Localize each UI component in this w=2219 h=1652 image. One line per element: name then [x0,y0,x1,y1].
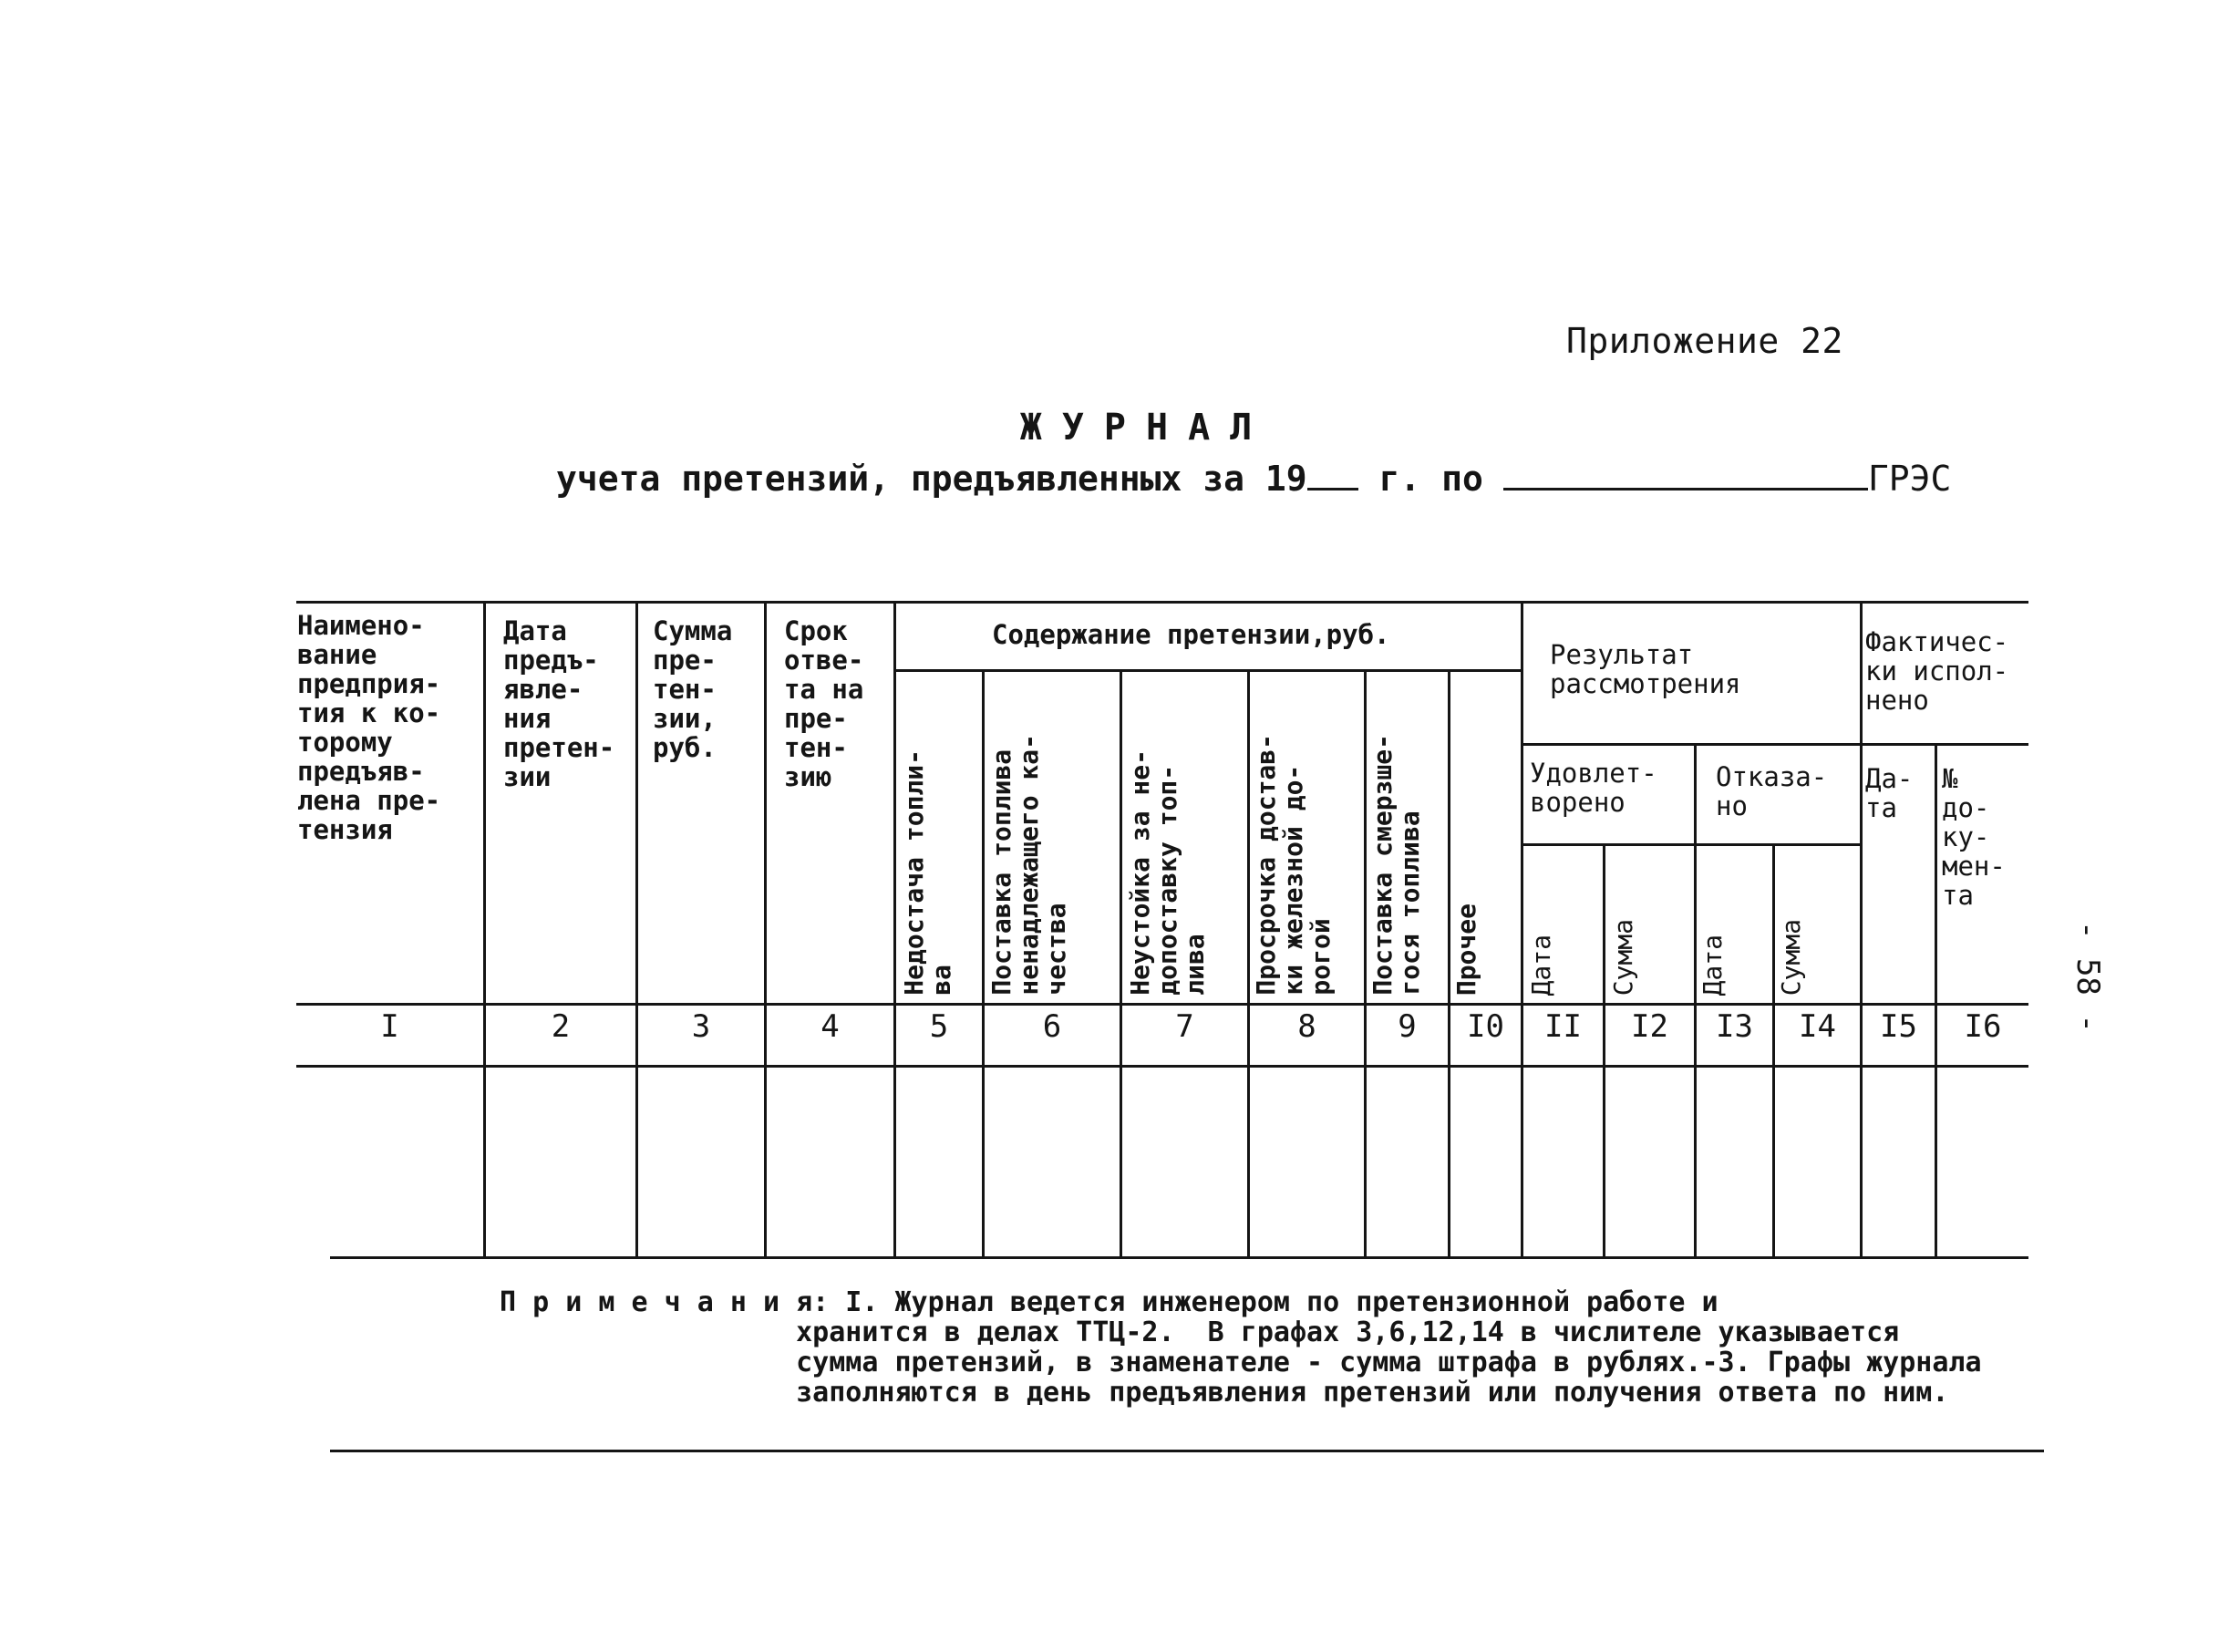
col-rule [483,601,486,1258]
header-content-penalty: Неустойка за не- допоставку топ- лива [1125,749,1210,996]
col-number: 2 [551,1008,571,1045]
col-number: I3 [1716,1008,1753,1045]
col-rule [893,601,896,1258]
col-rule [982,669,985,1258]
col-rule [1120,669,1122,1258]
col-number: I0 [1467,1008,1504,1045]
header-result-refused: Отказа- но [1716,761,1828,821]
header-claim-date: Дата предъ- явле- ния претен- зии [503,615,615,792]
col-rule [635,601,638,1258]
header-claim-sum: Сумма пре- тен- зии, руб. [653,615,733,763]
header-content-other: Прочее [1451,903,1481,996]
numbers-bottom-rule [296,1065,2028,1068]
col-number: 4 [821,1008,840,1045]
journal-title: ЖУРНАЛ [1019,407,1273,449]
header-result-approved: Удовлет- ворено [1530,758,1657,818]
subtitle-plant: ГРЭС [1867,459,1952,499]
header-response-term: Срок отве- та на пре- тен- зию [784,615,864,792]
result-group-rule [1522,743,2028,746]
header-enterprise: Наимено- вание предприя- тия к ко- торому предъяв- лена пре- тензия [297,610,441,845]
appendix-label: Приложение 22 [1566,321,1843,361]
content-group-rule [895,669,1522,672]
col-number: 8 [1297,1008,1316,1045]
col-number: I [380,1008,399,1045]
col-rule [1448,669,1450,1258]
col-rule [1603,843,1605,1258]
col-rule [1521,601,1523,1258]
col-rule [1772,843,1775,1258]
col-number: 6 [1042,1008,1062,1045]
col-rule [1364,669,1367,1258]
col-number: 5 [929,1008,949,1045]
result-sub-rule [1522,843,1860,846]
header-actual-doc: № до- ку- мен- та [1942,763,2006,911]
col-number: I6 [1964,1008,2002,1045]
header-content-frozen: Поставка смерзше- гося топлива [1368,734,1425,996]
col-number: 3 [691,1008,711,1045]
header-bottom-rule [296,1003,2028,1006]
header-actual-date: Да- та [1865,763,1914,823]
col-rule [764,601,767,1258]
header-actual: Фактичес- ки испол- нено [1865,626,2009,716]
plant-blank [1503,462,1868,490]
header-refused-date: Дата [1698,934,1728,996]
page-number: - 58 - [2069,921,2106,1033]
header-approved-sum: Сумма [1608,918,1638,996]
col-rule [1935,743,1937,1258]
col-number: I2 [1631,1008,1668,1045]
subtitle-prefix: учета претензий, предъявленных за 19 [556,459,1307,499]
header-content-shortage: Недостача топли- ва [899,749,956,996]
header-result: Результат рассмотрения [1550,639,1741,699]
col-number: I4 [1799,1008,1836,1045]
header-content-quality: Поставка топлива ненадлежащего ка- чества [986,734,1071,996]
col-number: 9 [1398,1008,1417,1045]
col-number: I5 [1880,1008,1917,1045]
col-rule [1860,601,1863,1258]
header-claim-content: Содержание претензии,руб. [992,619,1390,650]
header-approved-date: Дата [1526,934,1556,996]
header-content-delay: Просрочка достав- ки железной до- рогой [1251,734,1336,996]
col-rule [1694,743,1697,1258]
table-top-rule [296,601,2028,604]
year-blank [1307,462,1358,490]
page-bottom-rule [330,1450,2044,1452]
col-number: 7 [1175,1008,1194,1045]
notes: П р и м е ч а н и я: I. Журнал ведется инженером по претензионной работе и хранится в делах ТТЦ-2. В графах 3,6,12,14 в числителе указывается сумма претензий, в знаменателе - сумма штрафа в рублях.-3. Графы журнала заполняются в день предъявления претензий или получения ответа по ним. [500,1286,1982,1409]
col-rule [1247,669,1250,1258]
subtitle-mid: г. по [1378,459,1483,499]
header-refused-sum: Сумма [1776,918,1806,996]
col-number: II [1544,1008,1582,1045]
journal-subtitle [556,459,1951,499]
